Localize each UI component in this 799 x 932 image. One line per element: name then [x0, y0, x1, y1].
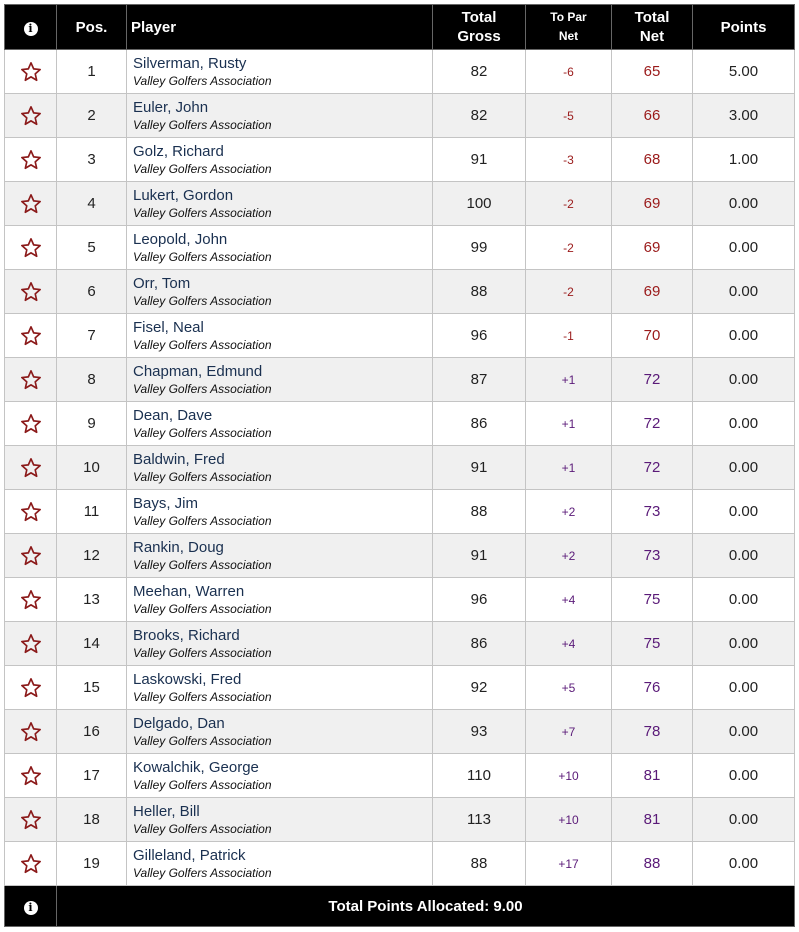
total-gross: 88 [433, 842, 526, 886]
star-icon[interactable] [20, 809, 42, 831]
total-points-allocated: Total Points Allocated: 9.00 [57, 886, 795, 927]
star-icon[interactable] [20, 105, 42, 127]
to-par-net: +2 [526, 490, 612, 534]
table-row[interactable] [5, 182, 795, 226]
total-gross: 92 [433, 666, 526, 710]
star-icon[interactable] [20, 677, 42, 699]
total-net: 65 [612, 50, 693, 94]
table-row[interactable] [5, 314, 795, 358]
points: 0.00 [693, 402, 795, 446]
table-row[interactable] [5, 138, 795, 182]
player-cell[interactable] [127, 842, 433, 886]
player-cell[interactable] [127, 50, 433, 94]
total-gross: 91 [433, 534, 526, 578]
header-info[interactable] [5, 5, 57, 50]
favorite-cell[interactable] [5, 754, 57, 798]
table-row[interactable] [5, 798, 795, 842]
to-par-net: +17 [526, 842, 612, 886]
favorite-cell[interactable] [5, 138, 57, 182]
star-icon[interactable] [20, 457, 42, 479]
points: 0.00 [693, 182, 795, 226]
player-name[interactable]: Rankin, Doug [133, 538, 224, 556]
position: 19 [57, 842, 127, 886]
player-cell[interactable] [127, 578, 433, 622]
player-name[interactable]: Dean, Dave [133, 406, 213, 424]
favorite-cell[interactable] [5, 842, 57, 886]
player-cell[interactable] [127, 358, 433, 402]
total-net: 69 [612, 270, 693, 314]
star-icon[interactable] [20, 589, 42, 611]
player-cell[interactable] [127, 446, 433, 490]
total-gross: 82 [433, 50, 526, 94]
favorite-cell[interactable] [5, 798, 57, 842]
player-name[interactable]: Silverman, Rusty [133, 54, 247, 72]
total-gross: 96 [433, 578, 526, 622]
player-name[interactable]: Lukert, Gordon [133, 186, 234, 204]
total-gross: 88 [433, 270, 526, 314]
table-row[interactable] [5, 446, 795, 490]
position: 16 [57, 710, 127, 754]
player-name[interactable]: Golz, Richard [133, 142, 224, 160]
favorite-cell[interactable] [5, 666, 57, 710]
star-icon[interactable] [20, 413, 42, 435]
favorite-cell[interactable] [5, 446, 57, 490]
total-gross: 91 [433, 446, 526, 490]
table-row[interactable] [5, 402, 795, 446]
player-name[interactable]: Delgado, Dan [133, 714, 225, 732]
to-par-net: +1 [526, 358, 612, 402]
player-club: Valley Golfers Association [133, 865, 272, 880]
header-pos[interactable]: Pos. [57, 5, 127, 50]
table-row[interactable] [5, 50, 795, 94]
total-net: 75 [612, 622, 693, 666]
total-net: 72 [612, 358, 693, 402]
star-icon[interactable] [20, 325, 42, 347]
total-gross: 113 [433, 798, 526, 842]
table-row[interactable] [5, 358, 795, 402]
star-icon[interactable] [20, 721, 42, 743]
total-net: 81 [612, 754, 693, 798]
to-par-net: +10 [526, 754, 612, 798]
position: 7 [57, 314, 127, 358]
player-name[interactable]: Baldwin, Fred [133, 450, 225, 468]
points: 0.00 [693, 534, 795, 578]
position: 8 [57, 358, 127, 402]
points: 0.00 [693, 358, 795, 402]
table-row[interactable] [5, 754, 795, 798]
to-par-net: +7 [526, 710, 612, 754]
player-club: Valley Golfers Association [133, 205, 272, 220]
player-cell[interactable] [127, 270, 433, 314]
favorite-cell[interactable] [5, 710, 57, 754]
total-net: 68 [612, 138, 693, 182]
points: 0.00 [693, 578, 795, 622]
player-cell[interactable] [127, 798, 433, 842]
player-name[interactable]: Heller, Bill [133, 802, 200, 820]
player-cell[interactable] [127, 754, 433, 798]
table-row[interactable] [5, 578, 795, 622]
player-name[interactable]: Laskowski, Fred [133, 670, 242, 688]
star-icon[interactable] [20, 545, 42, 567]
to-par-net: -2 [526, 226, 612, 270]
total-gross: 110 [433, 754, 526, 798]
total-net: 73 [612, 490, 693, 534]
player-club: Valley Golfers Association [133, 293, 272, 308]
total-gross: 87 [433, 358, 526, 402]
player-club: Valley Golfers Association [133, 689, 272, 704]
points: 0.00 [693, 490, 795, 534]
total-net: 70 [612, 314, 693, 358]
player-club: Valley Golfers Association [133, 513, 272, 528]
total-gross: 91 [433, 138, 526, 182]
favorite-cell[interactable] [5, 226, 57, 270]
star-icon[interactable] [20, 193, 42, 215]
player-name[interactable]: Fisel, Neal [133, 318, 204, 336]
player-name[interactable]: Brooks, Richard [133, 626, 240, 644]
player-cell[interactable] [127, 666, 433, 710]
points: 5.00 [693, 50, 795, 94]
player-cell[interactable] [127, 402, 433, 446]
player-club: Valley Golfers Association [133, 73, 272, 88]
total-gross: 86 [433, 402, 526, 446]
favorite-cell[interactable] [5, 490, 57, 534]
footer-row [5, 886, 795, 927]
info-icon[interactable]: i [24, 901, 38, 915]
player-cell[interactable] [127, 94, 433, 138]
player-cell[interactable] [127, 534, 433, 578]
leaderboard-table [4, 4, 795, 927]
to-par-net: -2 [526, 270, 612, 314]
star-icon[interactable] [20, 765, 42, 787]
favorite-cell[interactable] [5, 314, 57, 358]
player-club: Valley Golfers Association [133, 161, 272, 176]
player-cell[interactable] [127, 490, 433, 534]
position: 14 [57, 622, 127, 666]
table-row[interactable] [5, 534, 795, 578]
player-club: Valley Golfers Association [133, 645, 272, 660]
total-net: 81 [612, 798, 693, 842]
total-net: 69 [612, 226, 693, 270]
total-gross: 100 [433, 182, 526, 226]
points: 0.00 [693, 226, 795, 270]
position: 17 [57, 754, 127, 798]
star-icon[interactable] [20, 369, 42, 391]
star-icon[interactable] [20, 61, 42, 83]
star-icon[interactable] [20, 149, 42, 171]
player-cell[interactable] [127, 622, 433, 666]
to-par-net: -3 [526, 138, 612, 182]
to-par-net: +4 [526, 622, 612, 666]
table-row[interactable] [5, 622, 795, 666]
player-club: Valley Golfers Association [133, 733, 272, 748]
total-gross: 96 [433, 314, 526, 358]
to-par-net: -6 [526, 50, 612, 94]
player-name[interactable]: Bays, Jim [133, 494, 199, 512]
favorite-cell[interactable] [5, 578, 57, 622]
header-points[interactable]: Points [693, 5, 795, 50]
player-club: Valley Golfers Association [133, 601, 272, 616]
points: 0.00 [693, 622, 795, 666]
favorite-cell[interactable] [5, 94, 57, 138]
favorite-cell[interactable] [5, 622, 57, 666]
total-net: 72 [612, 402, 693, 446]
position: 18 [57, 798, 127, 842]
player-club: Valley Golfers Association [133, 381, 272, 396]
total-net: 73 [612, 534, 693, 578]
favorite-cell[interactable] [5, 358, 57, 402]
favorite-cell[interactable] [5, 402, 57, 446]
to-par-net: -1 [526, 314, 612, 358]
total-gross: 86 [433, 622, 526, 666]
header-total-gross[interactable]: Total Gross [433, 5, 526, 50]
to-par-net: -2 [526, 182, 612, 226]
points: 0.00 [693, 446, 795, 490]
player-cell[interactable] [127, 138, 433, 182]
table-row[interactable] [5, 490, 795, 534]
player-cell[interactable] [127, 182, 433, 226]
position: 6 [57, 270, 127, 314]
to-par-net: +10 [526, 798, 612, 842]
footer-info[interactable] [5, 886, 57, 927]
table-row[interactable] [5, 710, 795, 754]
star-icon[interactable] [20, 633, 42, 655]
player-club: Valley Golfers Association [133, 117, 272, 132]
position: 1 [57, 50, 127, 94]
star-icon[interactable] [20, 281, 42, 303]
header-player[interactable]: Player [127, 5, 433, 50]
total-gross: 88 [433, 490, 526, 534]
points: 0.00 [693, 314, 795, 358]
star-icon[interactable] [20, 501, 42, 523]
table-row[interactable] [5, 270, 795, 314]
player-cell[interactable] [127, 314, 433, 358]
position: 9 [57, 402, 127, 446]
total-gross: 99 [433, 226, 526, 270]
table-row[interactable] [5, 666, 795, 710]
to-par-net: +1 [526, 402, 612, 446]
total-net: 78 [612, 710, 693, 754]
points: 3.00 [693, 94, 795, 138]
to-par-net: +1 [526, 446, 612, 490]
position: 12 [57, 534, 127, 578]
to-par-net: +2 [526, 534, 612, 578]
total-net: 69 [612, 182, 693, 226]
header-total-net[interactable]: Total Net [612, 5, 693, 50]
to-par-net: -5 [526, 94, 612, 138]
player-cell[interactable] [127, 226, 433, 270]
total-gross: 93 [433, 710, 526, 754]
position: 10 [57, 446, 127, 490]
favorite-cell[interactable] [5, 182, 57, 226]
points: 0.00 [693, 666, 795, 710]
header-row [5, 5, 795, 50]
position: 13 [57, 578, 127, 622]
total-net: 76 [612, 666, 693, 710]
table-row[interactable] [5, 842, 795, 886]
player-name[interactable]: Kowalchik, George [133, 758, 259, 776]
points: 0.00 [693, 798, 795, 842]
favorite-cell[interactable] [5, 270, 57, 314]
favorite-cell[interactable] [5, 534, 57, 578]
player-cell[interactable] [127, 710, 433, 754]
player-club: Valley Golfers Association [133, 557, 272, 572]
player-name[interactable]: Leopold, John [133, 230, 228, 248]
points: 0.00 [693, 842, 795, 886]
player-name[interactable]: Meehan, Warren [133, 582, 245, 600]
total-net: 66 [612, 94, 693, 138]
star-icon[interactable] [20, 237, 42, 259]
star-icon[interactable] [20, 853, 42, 875]
player-club: Valley Golfers Association [133, 337, 272, 352]
favorite-cell[interactable] [5, 50, 57, 94]
player-name[interactable]: Chapman, Edmund [133, 362, 263, 380]
position: 15 [57, 666, 127, 710]
player-name[interactable]: Orr, Tom [133, 274, 191, 292]
total-gross: 82 [433, 94, 526, 138]
position: 3 [57, 138, 127, 182]
total-net: 88 [612, 842, 693, 886]
position: 11 [57, 490, 127, 534]
total-net: 72 [612, 446, 693, 490]
player-club: Valley Golfers Association [133, 469, 272, 484]
position: 2 [57, 94, 127, 138]
points: 0.00 [693, 710, 795, 754]
to-par-net: +5 [526, 666, 612, 710]
player-club: Valley Golfers Association [133, 249, 272, 264]
player-name[interactable]: Gilleland, Patrick [133, 846, 246, 864]
info-icon[interactable]: i [24, 22, 38, 36]
points: 0.00 [693, 270, 795, 314]
points: 1.00 [693, 138, 795, 182]
player-club: Valley Golfers Association [133, 425, 272, 440]
player-club: Valley Golfers Association [133, 821, 272, 836]
position: 5 [57, 226, 127, 270]
position: 4 [57, 182, 127, 226]
total-net: 75 [612, 578, 693, 622]
table-row[interactable] [5, 94, 795, 138]
points: 0.00 [693, 754, 795, 798]
table-row[interactable] [5, 226, 795, 270]
header-to-par-net[interactable]: To Par Net [526, 5, 612, 50]
player-club: Valley Golfers Association [133, 777, 272, 792]
to-par-net: +4 [526, 578, 612, 622]
player-name[interactable]: Euler, John [133, 98, 209, 116]
